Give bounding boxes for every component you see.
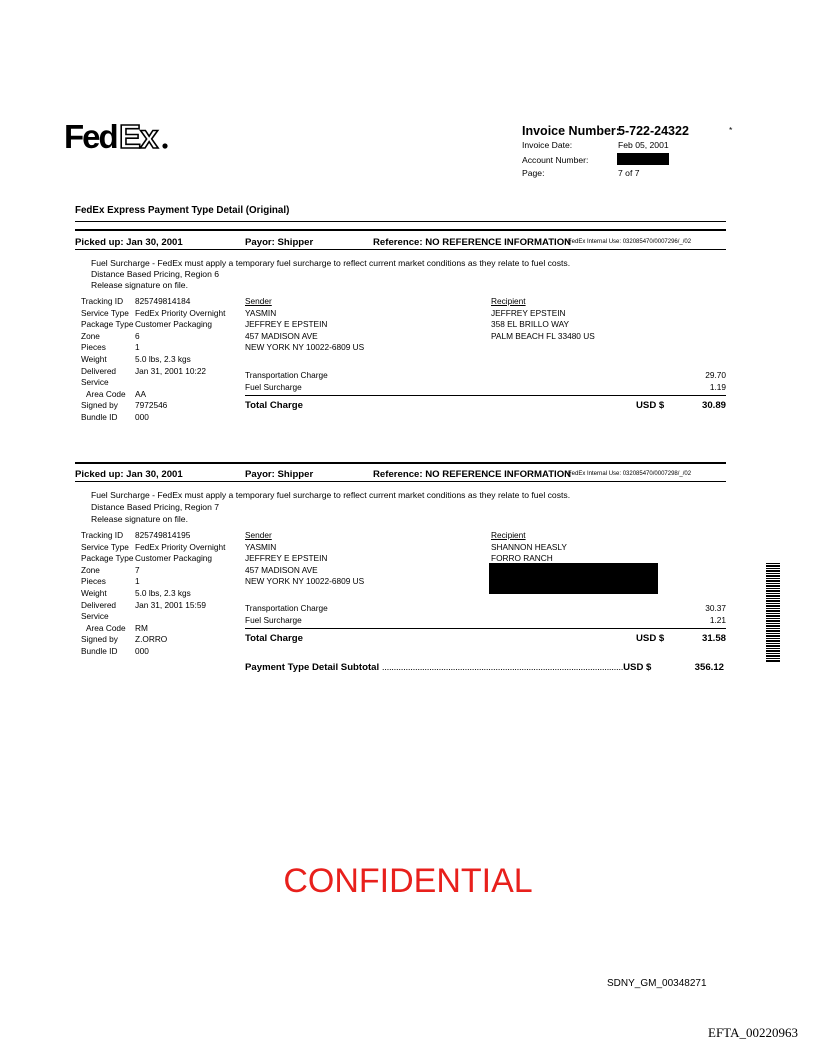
- pieces-label: Pieces: [81, 576, 106, 587]
- zone-value: 7: [135, 564, 140, 575]
- recipient-label: Recipient: [491, 530, 526, 540]
- area-code-label: Area Code: [86, 622, 126, 633]
- delivered-value: Jan 31, 2001 10:22: [135, 365, 207, 376]
- invoice-number: 5-722-24322: [618, 124, 689, 138]
- shipment-1-transport-label: Transportation Charge: [245, 370, 328, 380]
- tracking-id-value: 825749814184: [135, 296, 191, 306]
- service-label: Service: [81, 611, 109, 622]
- service-type-label: Service Type: [81, 541, 129, 552]
- recipient-label: Recipient: [491, 296, 526, 306]
- shipment-1-fuel-value: 1.19: [709, 382, 726, 392]
- bundle-id-value: 000: [135, 411, 149, 422]
- svg-text:Fed: Fed: [64, 118, 117, 154]
- recipient-line: PALM BEACH FL 33480 US: [491, 330, 595, 341]
- sender-line: JEFFREY E EPSTEIN: [245, 319, 328, 330]
- section-title: FedEx Express Payment Type Detail (Original): [75, 205, 290, 216]
- efta-number: EFTA_00220963: [708, 1025, 798, 1040]
- shipment-2-labels: [81, 530, 133, 658]
- pieces-value: 1: [135, 342, 140, 353]
- sender-line: 457 MADISON AVE: [245, 564, 318, 575]
- signed-by-value: 7972546: [135, 400, 168, 411]
- shipment-2-header-rule: [75, 481, 726, 482]
- recipient-line: FORRO RANCH: [491, 553, 553, 564]
- invoice-date: Feb 05, 2001: [618, 140, 669, 150]
- shipment-1-total-currency: USD $: [636, 400, 665, 411]
- shipment-2-transport-value: 30.37: [705, 603, 726, 613]
- subtotal-currency: USD $: [623, 662, 652, 673]
- shipment-1-internal-use: FedEx Internal Use: 032085470/0007296/_/02: [568, 239, 692, 245]
- shipment-2-total-label: Total Charge: [245, 633, 303, 644]
- signed-by-label: Signed by: [81, 400, 118, 411]
- bundle-id-label: Bundle ID: [81, 645, 118, 656]
- shipment-2-note-fuel: Fuel Surcharge - FedEx must apply a temporary fuel surcharge to reflect current market conditions as they relate to fuel costs.: [91, 490, 571, 500]
- package-type-value: Customer Packaging: [135, 319, 213, 330]
- sender-line: 457 MADISON AVE: [245, 330, 318, 341]
- pieces-label: Pieces: [81, 342, 106, 353]
- delivered-label: Delivered: [81, 365, 117, 376]
- shipment-1-recipient: [491, 296, 595, 342]
- account-number-redaction: [617, 153, 669, 165]
- shipment-1-note-fuel: Fuel Surcharge - FedEx must apply a temporary fuel surcharge to reflect current market conditions as they relate to fuel costs.: [91, 258, 571, 268]
- shipment-2-recipient: [491, 530, 567, 565]
- sender-line: JEFFREY E EPSTEIN: [245, 553, 328, 564]
- shipment-2-total-rule: [245, 628, 726, 629]
- fedex-logo: [64, 118, 168, 154]
- invoice-date-label: Invoice Date:: [522, 140, 573, 150]
- area-code-value: RM: [135, 622, 148, 633]
- area-code-value: AA: [135, 388, 147, 399]
- recipient-line: 358 EL BRILLO WAY: [491, 319, 570, 330]
- shipment-1-total-value: 30.89: [701, 400, 726, 411]
- page-number: 7 of 7: [618, 168, 640, 178]
- confidential-stamp: CONFIDENTIAL: [283, 862, 533, 900]
- shipment-2-reference: Reference: NO REFERENCE INFORMATION: [373, 469, 572, 480]
- bundle-id-value: 000: [135, 645, 149, 656]
- signed-by-label: Signed by: [81, 634, 118, 645]
- shipment-1-header-rule: [75, 249, 726, 250]
- sender-line: NEW YORK NY 10022-6809 US: [245, 576, 365, 587]
- package-type-label: Package Type: [81, 319, 134, 330]
- shipment-1-picked-up: Picked up: Jan 30, 2001: [75, 237, 183, 248]
- shipment-1-note-release: Release signature on file.: [91, 280, 188, 290]
- account-number-label: Account Number:: [522, 155, 589, 165]
- subtotal-label: Payment Type Detail Subtotal: [245, 662, 380, 673]
- delivered-value: Jan 31, 2001 15:59: [135, 599, 207, 610]
- package-type-label: Package Type: [81, 553, 134, 564]
- shipment-2-total-value: 31.58: [701, 633, 726, 644]
- delivered-label: Delivered: [81, 599, 117, 610]
- subtotal-row: [245, 662, 651, 673]
- service-label: Service: [81, 377, 109, 388]
- asterisk: *: [729, 125, 733, 135]
- service-type-value: FedEx Priority Overnight: [135, 541, 226, 552]
- recipient-address-redaction: [489, 563, 658, 594]
- shipment-2-fuel-value: 1.21: [709, 615, 726, 625]
- title-rule: [75, 221, 726, 222]
- shipment-1-fuel-label: Fuel Surcharge: [245, 382, 302, 392]
- tracking-id-label: Tracking ID: [81, 296, 124, 306]
- shipment-1-payor: Payor: Shipper: [245, 237, 314, 248]
- tracking-id-label: Tracking ID: [81, 530, 124, 540]
- package-type-value: Customer Packaging: [135, 553, 213, 564]
- area-code-label: Area Code: [86, 388, 126, 399]
- weight-value: 5.0 lbs, 2.3 kgs: [135, 587, 191, 598]
- service-type-label: Service Type: [81, 307, 129, 318]
- shipment-1-top-rule: [75, 229, 726, 231]
- pieces-value: 1: [135, 576, 140, 587]
- shipment-1-labels: [81, 296, 133, 424]
- zone-value: 6: [135, 330, 140, 341]
- recipient-line: SHANNON HEASLY: [491, 541, 567, 552]
- shipment-2-sender: [245, 530, 364, 588]
- sender-label: Sender: [245, 296, 272, 306]
- shipment-2-note-region: Distance Based Pricing, Region 7: [91, 502, 220, 512]
- shipment-1-note-region: Distance Based Pricing, Region 6: [91, 269, 220, 279]
- shipment-2-note-release: Release signature on file.: [91, 514, 188, 524]
- subtotal-dots: ......................................................................................................: [381, 662, 624, 673]
- svg-text:Ex: Ex: [119, 118, 158, 154]
- recipient-line: JEFFREY EPSTEIN: [491, 307, 566, 318]
- sender-line: YASMIN: [245, 307, 277, 318]
- shipment-2-internal-use: FedEx Internal Use: 032085470/0007298/_/02: [568, 471, 692, 477]
- bates-number: SDNY_GM_00348271: [607, 978, 707, 989]
- shipment-2-top-rule: [75, 462, 726, 464]
- sender-label: Sender: [245, 530, 272, 540]
- sender-line: YASMIN: [245, 541, 277, 552]
- subtotal-value: 356.12: [694, 662, 724, 673]
- tracking-id-value: 825749814195: [135, 530, 191, 540]
- weight-label: Weight: [81, 587, 107, 598]
- shipment-1-values: [135, 296, 225, 424]
- shipment-1-sender: [245, 296, 364, 354]
- signed-by-value: Z.ORRO: [135, 634, 168, 645]
- weight-label: Weight: [81, 353, 107, 364]
- shipment-1-transport-value: 29.70: [705, 370, 726, 380]
- shipment-1-reference: Reference: NO REFERENCE INFORMATION: [373, 237, 572, 248]
- shipment-2-total-currency: USD $: [636, 633, 665, 644]
- zone-label: Zone: [81, 564, 100, 575]
- page-label: Page:: [522, 168, 545, 178]
- service-type-value: FedEx Priority Overnight: [135, 307, 226, 318]
- sender-line: NEW YORK NY 10022-6809 US: [245, 342, 365, 353]
- invoice-number-label: Invoice Number:: [522, 124, 620, 138]
- barcode: [766, 563, 780, 663]
- shipment-2-picked-up: Picked up: Jan 30, 2001: [75, 469, 183, 480]
- weight-value: 5.0 lbs, 2.3 kgs: [135, 353, 191, 364]
- shipment-1-total-label: Total Charge: [245, 400, 303, 411]
- shipment-2-values: [135, 530, 225, 658]
- shipment-2-transport-label: Transportation Charge: [245, 603, 328, 613]
- shipment-2-fuel-label: Fuel Surcharge: [245, 615, 302, 625]
- shipment-1-total-rule: [245, 395, 726, 396]
- bundle-id-label: Bundle ID: [81, 411, 118, 422]
- zone-label: Zone: [81, 330, 100, 341]
- shipment-2-payor: Payor: Shipper: [245, 469, 314, 480]
